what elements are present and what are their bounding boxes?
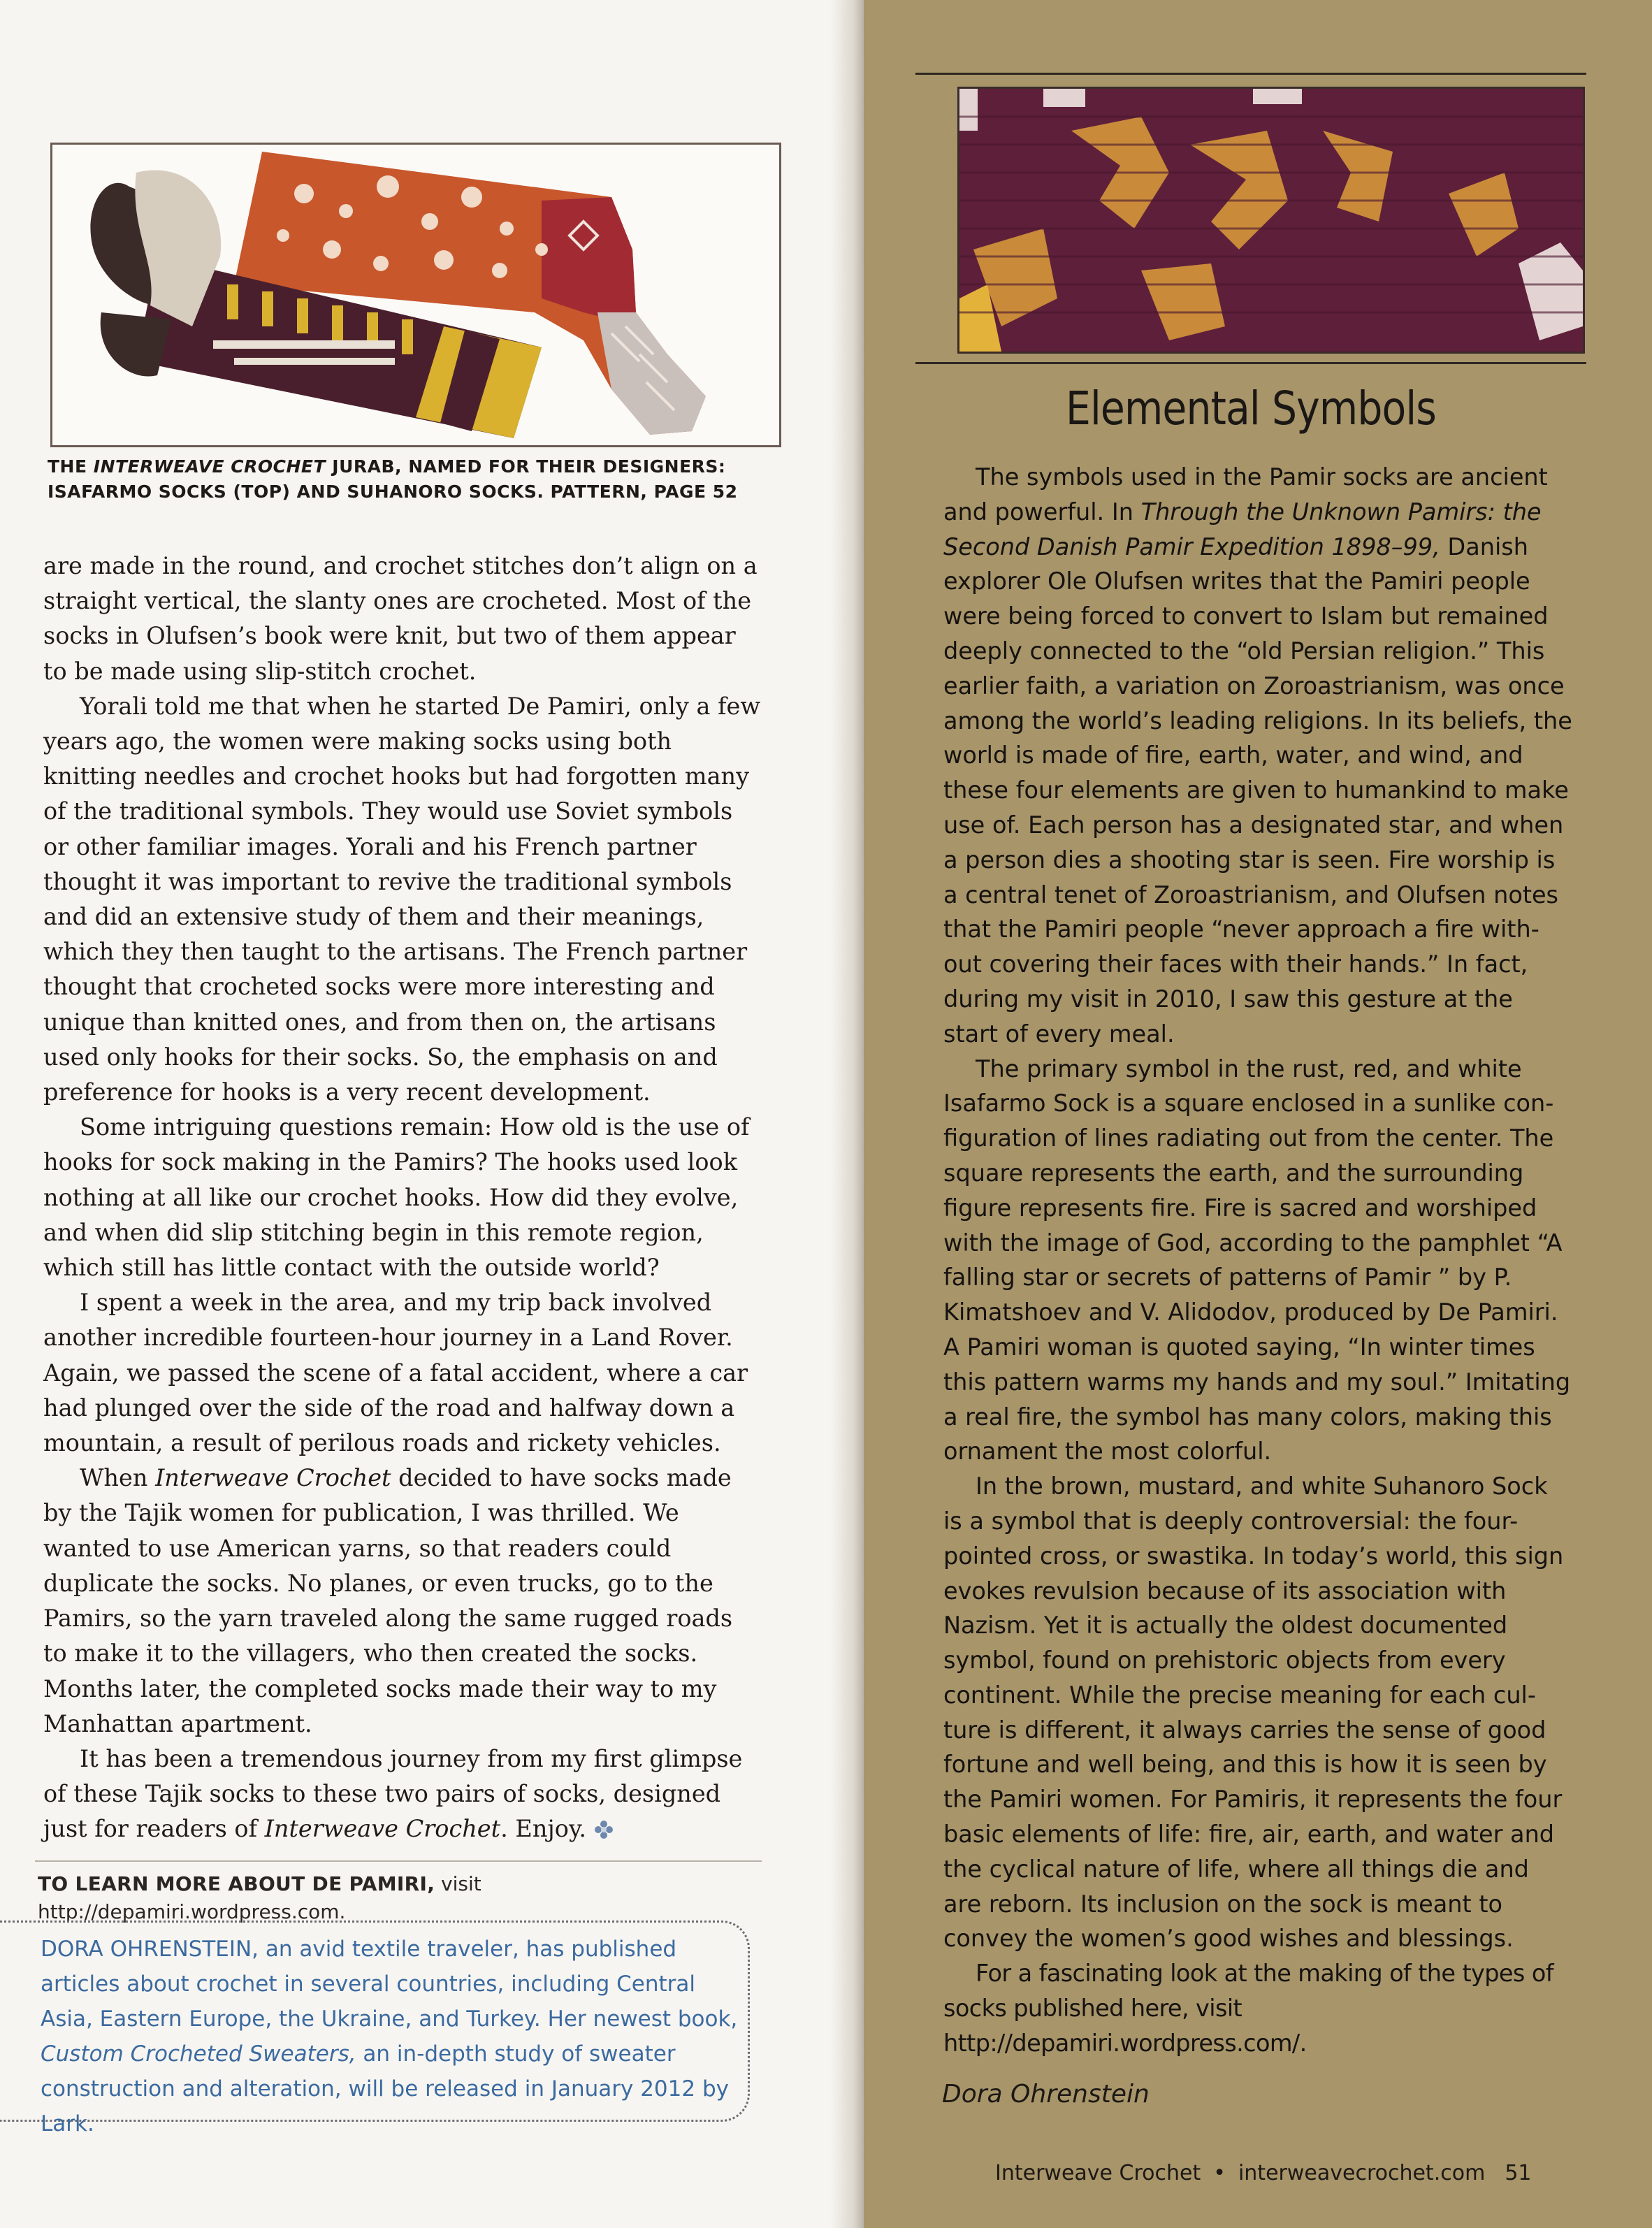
footer-magazine: Interweave Crochet <box>995 2161 1201 2185</box>
sidebar-heading: Elemental Symbols <box>1065 382 1436 435</box>
learn-more-heading: TO LEARN MORE ABOUT DE PAMIRI, <box>38 1872 435 1895</box>
text-run: When <box>80 1464 156 1492</box>
paragraph <box>43 1461 763 1742</box>
text-run: . Enjoy. <box>500 1815 587 1843</box>
text-run: It has been a tremendous journey from my first glimpse of these Tajik socks to these two pairs of socks, designed just for readers of <box>43 1744 743 1843</box>
sidebar-paragraph: In the brown, mustard, and white Suhanoro Sock is a symbol that is deeply controversial: the four-pointed cross, or swastika. In today’s world, this sign evokes revulsion because of its association with Nazism. Yet it is actually the oldest documented symbol, found on prehistoric objects from every continent. While the precise meaning for each cul-ture is different, it always carries the sense of good fortune and well being, and this is how it is seen by the Pamiri women. For Pamiris, it represents the four basic elements of life: fire, air, earth, and water and the cyclical nature of life, where all things die and are reborn. Its inclusion on the sock is meant to convey the women’s good wishes and blessings. <box>943 1473 1564 1953</box>
article-body <box>43 549 763 1847</box>
page-footer <box>995 2161 1532 2185</box>
paragraph <box>43 1742 763 1847</box>
photo-caption <box>48 454 788 505</box>
paragraph: I spent a week in the area, and my trip back involved another incredible fourteen-hour journey in a Land Rover. Again, we passed the scene of a fatal accident, where a car had plunged over the side of the road and halfway down a mountain, a result of perilous roads and rickety vehicles. <box>43 1289 748 1457</box>
sidebar-paragraph: For a fascinating look at the making of the types of socks published here, visit http://depamiri.wordpress.com/. <box>943 1960 1553 2057</box>
textile-pattern <box>959 89 1583 352</box>
text-run: decided to have socks made by the Tajik women for publication, I was thrilled. We wanted to use American yarns, so that readers could duplicate the socks. No planes, or even trucks, go to the Pamirs, so the yarn traveled along the same rugged roads to make it to the villagers, who then created the socks. Months later, the completed socks made their way to my Manhattan apartment. <box>43 1464 733 1737</box>
sidebar-mid-rule <box>915 362 1586 364</box>
end-flower-icon <box>594 1820 614 1839</box>
socks-illustration <box>52 145 779 445</box>
magazine-title: Interweave Crochet <box>155 1464 391 1492</box>
footer-url: interweavecrochet.com <box>1238 2161 1486 2185</box>
socks-photo <box>50 143 781 447</box>
text-run: The symbols used in the Pamir socks are ancient and powerful. In <box>943 463 1548 526</box>
footer-bullet: • <box>1213 2161 1226 2185</box>
paragraph: Yorali told me that when he started De Pamiri, only a few years ago, the women were making socks using both knitting needles and crochet hooks but had forgotten many of the traditional symbols. They would use Soviet symbols or other familiar images. Yorali and his French partner thought it was important to revive the traditional symbols and did an extensive study of them and their meanings, which they then taught to the artisans. The French partner thought that crocheted socks were more interesting and unique than knitted ones, and from then on, the artisans used only hooks for their socks. So, the emphasis on and preference for hooks is a very recent development. <box>43 692 761 1106</box>
sidebar-paragraph: The primary symbol in the rust, red, and white Isafarmo Sock is a square enclosed in a sunlike con-figuration of lines radiating out from the center. The square represents the earth, and the surrounding figure represents fire. Fire is sacred and worshiped with the image of God, according to the pamphlet “A falling star or secrets of patterns of Pamir ” by P. Kimatshoev and V. Alidodov, produced by De Pamiri. A Pamiri woman is quoted saying, “In winter times this pattern warms my hands and my soul.” Imitating a real fire, the symbol has many colors, making this ornament the most colorful. <box>943 1055 1571 1466</box>
bio-text-run: DORA OHRENSTEIN, an avid textile traveler, has published articles about crochet in several countries, including Central Asia, Eastern Europe, the Ukraine, and Turkey. Her newest book, <box>41 1937 738 2032</box>
textile-photo <box>957 87 1585 354</box>
book-title: Custom Crocheted Sweaters, <box>41 2041 356 2067</box>
page-gutter <box>830 0 864 2228</box>
learn-more-link: visit http://depamiri.wordpress.com. <box>38 1872 481 1923</box>
divider <box>35 1860 762 1862</box>
sidebar-paragraph <box>943 460 1572 1052</box>
learn-more-note <box>38 1870 778 1926</box>
bio-text-run: an in-depth study of sweater construction and alteration, will be released in January 2012 by Lark. <box>41 2041 729 2136</box>
caption-magazine: INTERWEAVE CROCHET <box>93 456 326 477</box>
magazine-title: Interweave Crochet <box>264 1815 501 1843</box>
caption-prefix: THE <box>48 456 94 477</box>
text-run: Danish explorer Ole Olufsen writes that the Pamiri people were being forced to convert to Islam but remained deeply connected to the “old Persian religion.” This earlier faith, a variation on Zoroastrianism, was once among the world’s leading religions. In its beliefs, the world is made of fire, earth, water, and wind, and these four elements are given to humankind to make use of. Each person has a designated star, and when a person dies a shooting star is seen. Fire worship is a central tenet of Zoroastrianism, and Olufsen notes that the Pamiri people “never approach a fire with-out covering their faces with their hands.” In fact, during my visit in 2010, I saw this gesture at the start of every meal. <box>943 533 1572 1048</box>
paragraph: are made in the round, and crochet stitches don’t align on a straight vertical, the slanty ones are crocheted. Most of the socks in Olufsen’s book were knit, but two of them appear to be made using slip-stitch crochet. <box>43 552 758 685</box>
book-title: Through the Unknown Pamirs: the Second Danish Pamir Expedition 1898–99, <box>943 498 1542 560</box>
author-bio <box>41 1932 746 2141</box>
page-number: 51 <box>1505 2161 1532 2185</box>
sidebar-top-rule <box>915 73 1586 75</box>
caption-rest: JURAB, NAMED FOR THEIR DESIGNERS: ISAFARMO SOCKS (TOP) AND SUHANORO SOCKS. PATTERN, PAGE 52 <box>48 456 738 502</box>
author-signature: Dora Ohrenstein <box>942 2080 1150 2108</box>
sidebar-body <box>943 460 1572 2061</box>
paragraph: Some intriguing questions remain: How old is the use of hooks for sock making in the Pamirs? The hooks used look nothing at all like our crochet hooks. How did they evolve, and when did slip stitching begin in this remote region, which still has little contact with the outside world? <box>43 1113 750 1282</box>
